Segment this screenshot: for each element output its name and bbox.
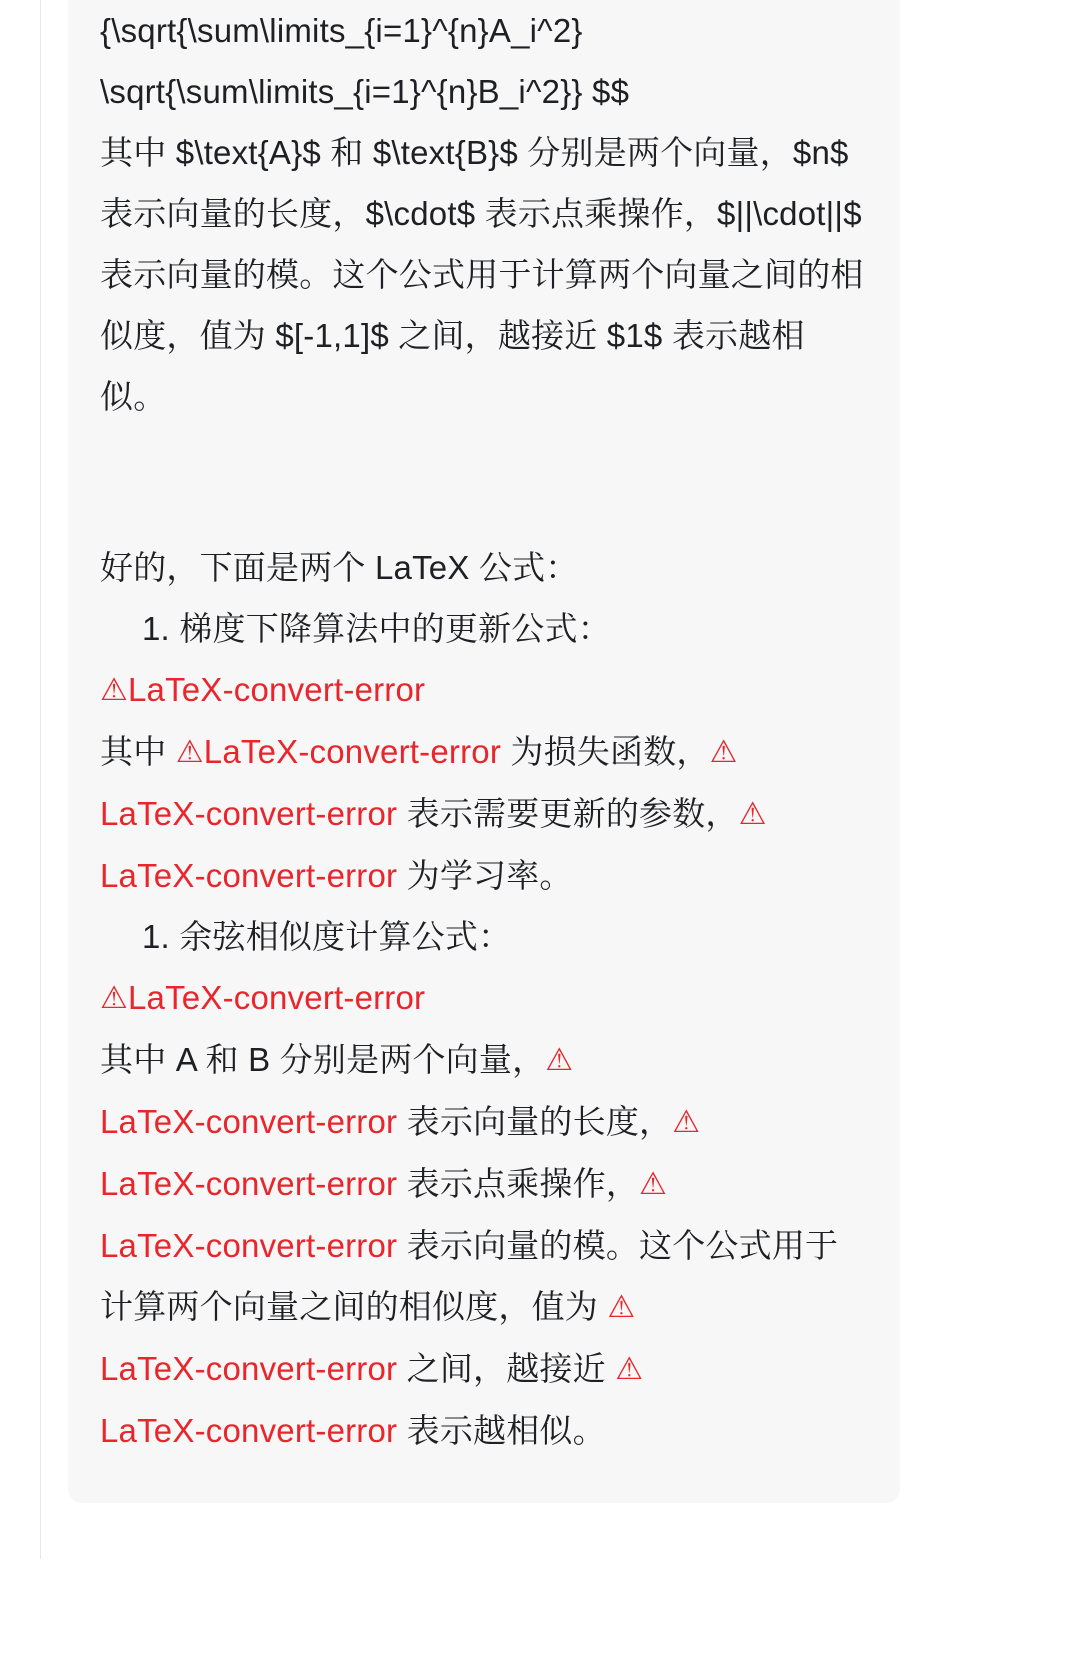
cos-text-4: 表示向量的模。这个公式用于计算两个向量之间的相似度，值为 <box>100 1227 839 1325</box>
latex-error-label: LaTeX-convert-error <box>100 1165 398 1202</box>
latex-error-inline <box>100 979 425 1016</box>
latex-error-label: LaTeX-convert-error <box>128 671 426 708</box>
warning-icon: ⚠ <box>709 734 738 769</box>
latex-error-block-2 <box>100 967 868 1029</box>
left-divider <box>40 0 41 1679</box>
latex-error-label: LaTeX-convert-error <box>100 795 398 832</box>
raw-latex-explanation: 其中 $\text{A}$ 和 $\text{B}$ 分别是两个向量，$n$ 表示向量的长度，$\cdot$ 表示点乘操作，$||\cdot||$ 表示向量的模。这个公式用于计算两个向量之间的相似度，值为 $[-1,1]$ 之间，越接近 $1$ 表示越相似。 <box>100 134 864 415</box>
below-message-area <box>0 1559 1080 1679</box>
latex-error-inline <box>100 671 425 708</box>
latex-error-label: LaTeX-convert-error <box>100 1412 398 1449</box>
latex-error-label: LaTeX-convert-error <box>203 733 502 770</box>
latex-error-label: LaTeX-convert-error <box>100 1103 398 1140</box>
cos-text-6: 表示越相似。 <box>397 1412 606 1449</box>
cos-text-2: 表示向量的长度， <box>397 1103 673 1140</box>
assistant-message-bubble <box>68 0 900 1503</box>
latex-error-inline <box>176 733 501 770</box>
cos-text-5: 之间，越接近 <box>397 1350 616 1387</box>
desc-text-1: 其中 <box>100 733 176 770</box>
latex-tail-line-1: {\sqrt{\sum\limits_{i=1}^{n}A_i^2} <box>100 12 583 49</box>
warning-icon: ⚠ <box>738 796 767 831</box>
latex-error-label: LaTeX-convert-error <box>100 1350 398 1387</box>
warning-icon: ⚠ <box>545 1042 574 1077</box>
latex-error-label: LaTeX-convert-error <box>128 979 426 1016</box>
warning-icon: ⚠ <box>639 1166 668 1201</box>
paragraph-spacer <box>100 427 868 537</box>
warning-icon: ⚠ <box>175 734 204 769</box>
gradient-descent-description <box>100 721 868 906</box>
list-item-cosine-similarity: 1. 余弦相似度计算公式： <box>142 918 512 955</box>
cos-text-1: 其中 A 和 B 分别是两个向量， <box>100 1041 546 1078</box>
latex-error-label: LaTeX-convert-error <box>100 857 398 894</box>
message-body <box>100 0 868 1461</box>
intro-text: 好的，下面是两个 LaTeX 公式： <box>100 549 579 586</box>
latex-error-block-1 <box>100 659 868 721</box>
latex-tail-line-2: \sqrt{\sum\limits_{i=1}^{n}B_i^2}} $$ <box>100 73 630 110</box>
warning-icon: ⚠ <box>100 672 128 707</box>
warning-icon: ⚠ <box>607 1289 636 1324</box>
list-item-gradient-descent: 1. 梯度下降算法中的更新公式： <box>142 610 611 647</box>
desc-text-2: 为损失函数， <box>501 733 710 770</box>
cos-text-3: 表示点乘操作， <box>397 1165 640 1202</box>
desc-text-3: 表示需要更新的参数， <box>397 795 739 832</box>
warning-icon: ⚠ <box>615 1351 644 1386</box>
latex-error-label: LaTeX-convert-error <box>100 1227 398 1264</box>
warning-icon: ⚠ <box>672 1104 701 1139</box>
cosine-similarity-description <box>100 1029 868 1461</box>
warning-icon: ⚠ <box>100 980 128 1015</box>
desc-text-4: 为学习率。 <box>397 857 573 894</box>
